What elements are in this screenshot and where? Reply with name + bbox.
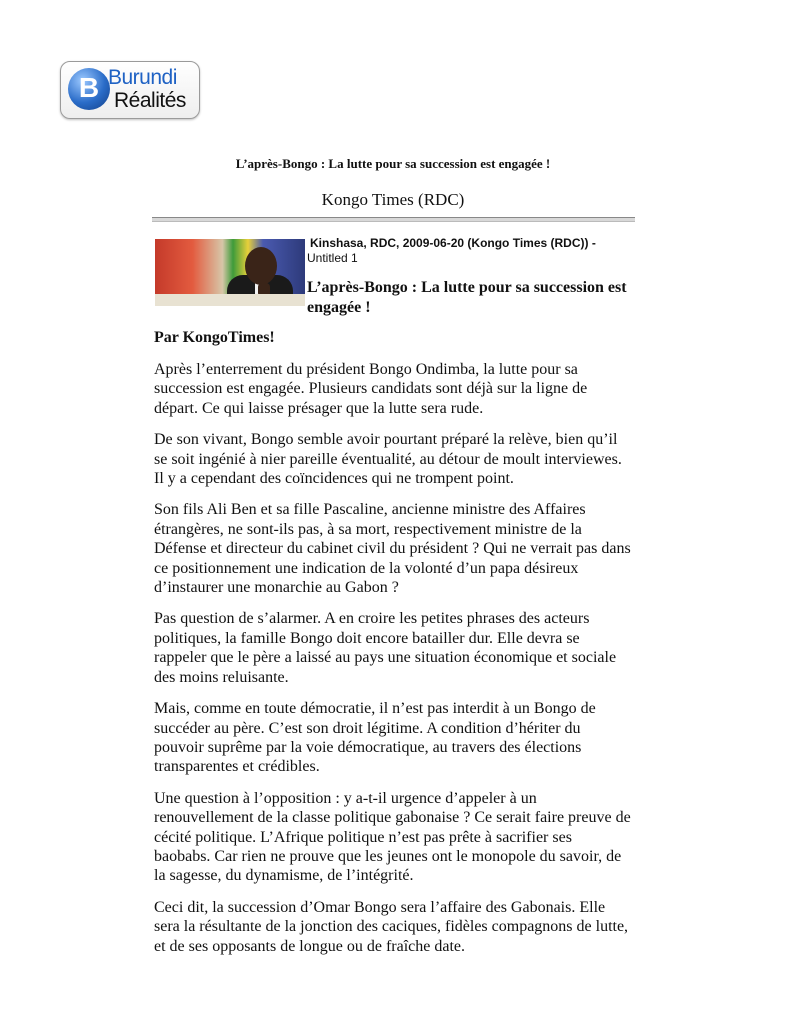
article-paragraph: De son vivant, Bongo semble avoir pourtant préparé la relève, bien qu’il se soit ingénié à nier pareille éventualité, au détour de moult interviewes. Il y a cependant des coïncidences qui ne trompent point. — [154, 431, 622, 488]
burundi-realites-logo — [60, 61, 200, 119]
article-photo — [155, 239, 305, 306]
article-headline: L’après-Bongo : La lutte pour sa succession est engagée ! — [307, 279, 627, 316]
article-paragraph: Pas question de s’alarmer. A en croire les petites phrases des acteurs politiques, la famille Bongo doit encore batailler dur. Elle devra se rappeler que le père a laissé au pays une situation économique et sociale des moins reluisante. — [154, 610, 617, 686]
article-paragraph: Son fils Ali Ben et sa fille Pascaline, ancienne ministre des Affaires étrangères, ne sont-ils pas, à sa mort, respectivement ministre de la Défense et directeur du cabinet civil du président ? Qui ne verrait pas dans ce positionnement une indication de la volonté d’un papa désireux d’instaurer une monarchie au Gabon ? — [154, 501, 631, 597]
globe-logo-icon — [68, 68, 110, 110]
article-untitled-label: Untitled 1 — [307, 251, 358, 265]
article-byline: Par KongoTimes! — [154, 329, 275, 346]
photo-figure-head — [245, 247, 277, 285]
article-paragraph: Après l’enterrement du président Bongo Ondimba, la lutte pour sa succession est engagée. Plusieurs candidats sont déjà sur la ligne de départ. Ce qui laisse présager que la lutte sera rude. — [154, 361, 588, 417]
header-divider — [152, 217, 635, 222]
logo-line-2: Réalités — [114, 89, 186, 112]
logo-letter: B — [78, 72, 100, 103]
article-paragraph: Mais, comme en toute démocratie, il n’est pas interdit à un Bongo de succéder au père. C’est son droit légitime. A condition d’hériter du pouvoir suprême par la voie démocratique, au travers des élections transparentes et crédibles. — [154, 700, 596, 776]
logo-line-1: Burundi — [108, 66, 177, 89]
source-name: Kongo Times (RDC) — [321, 190, 465, 209]
article-body — [154, 360, 632, 968]
article-paragraph: Ceci dit, la succession d’Omar Bongo sera l’affaire des Gabonais. Elle sera la résultante de la jonction des caciques, fidèles compagnons de lutte, et de ses opposants de longue ou de fraîche date. — [154, 898, 629, 955]
photo-desk — [155, 294, 305, 306]
article-paragraph: Une question à l’opposition : y a-t-il urgence d’appeler à un renouvellement de la classe politique gabonaise ? Ce serait faire preuve de cécité politique. L’Afrique politique n’est pas prête à sacrifier ses baobabs. Car rien ne prouve que les jeunes ont le monopole du savoir, de la sagesse, du dynamisme, de l’intégrité. — [154, 789, 631, 885]
document-title: L’après-Bongo : La lutte pour sa succession est engagée ! — [235, 156, 551, 171]
article-dateline: Kinshasa, RDC, 2009-06-20 (Kongo Times (RDC)) - — [310, 236, 596, 250]
